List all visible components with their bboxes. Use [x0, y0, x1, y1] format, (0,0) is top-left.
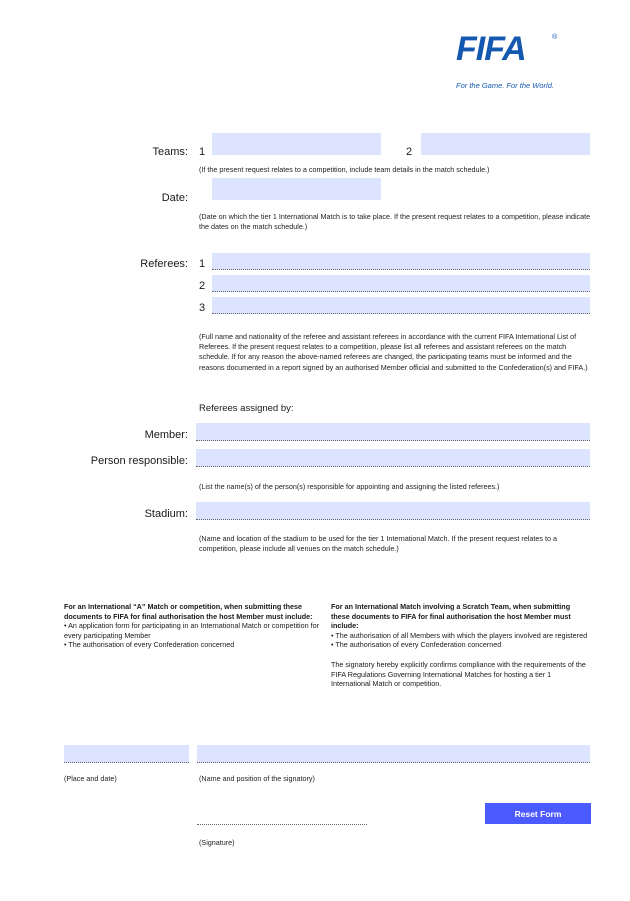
stadium-input[interactable] [196, 502, 590, 520]
place-date-label: (Place and date) [64, 774, 117, 783]
referees-note: (Full name and nationality of the referee and assistant referees in accordance with the current FIFA International List of Referees. If the present request relates to a competition, please list all referees and assistant referees on the match schedule. If for any reason the above-named referees are changed, the participating teams must be informed and the reasons documented in a report signed by an authorised Member official and submitted to the Confederation(s) and FIFA.) [199, 332, 588, 372]
logo-tagline: For the Game. For the World. [456, 81, 554, 90]
scratch-team-item: • The authorisation of all Members with which the players involved are registered [331, 630, 588, 640]
referee-2-number: 2 [199, 280, 206, 292]
scratch-team-item: • The authorisation of every Confederation concerned [331, 640, 502, 650]
date-label: Date: [161, 192, 188, 204]
referee-2-input[interactable] [212, 275, 590, 292]
team-2-number: 2 [406, 146, 413, 158]
referee-1-input[interactable] [212, 253, 590, 270]
referees-label: Referees: [140, 258, 188, 270]
scratch-team-heading: For an International Match involving a Scratch Team, when submitting these documents to FIFA for final authorisation the host Member must include: [331, 602, 571, 631]
international-a-item: • An application form for participating in an International Match or competition for every participating Member [64, 621, 320, 640]
referee-3-input[interactable] [212, 297, 590, 314]
assigned-heading: Referees assigned by: [199, 403, 294, 414]
date-input[interactable] [212, 178, 381, 200]
fifa-logo [456, 30, 566, 69]
signature-label: (Signature) [199, 838, 235, 847]
international-a-heading: For an International “A” Match or competition, when submitting these documents to FIFA for final authorisation the host Member must include: [64, 602, 313, 621]
person-responsible-input[interactable] [196, 449, 590, 467]
team-1-input[interactable] [212, 133, 381, 155]
logo-wordmark: FIFA [456, 30, 526, 68]
person-responsible-label: Person responsible: [90, 455, 188, 467]
reset-form-button[interactable]: Reset Form [485, 803, 591, 824]
teams-label: Teams: [152, 146, 188, 158]
member-input[interactable] [196, 423, 590, 441]
place-date-input[interactable] [64, 745, 189, 763]
registered-mark: ® [552, 34, 558, 41]
signature-line[interactable] [197, 823, 367, 825]
name-position-input[interactable] [197, 745, 590, 763]
international-a-requirements [64, 602, 319, 650]
date-note: (Date on which the tier 1 International Match is to take place. If the present request relates to a competition, please indicate the dates on the match schedule.) [199, 212, 591, 232]
name-position-label: (Name and position of the signatory) [199, 774, 315, 783]
member-label: Member: [144, 429, 188, 441]
team-1-number: 1 [199, 146, 206, 158]
compliance-confirmation: The signatory hereby explicitly confirms compliance with the requirements of the FIFA Regulations Governing International Matches for hosting a tier 1 International Match or competition. [331, 659, 586, 689]
team-2-input[interactable] [421, 133, 590, 155]
stadium-label: Stadium: [144, 508, 188, 520]
teams-note: (If the present request relates to a competition, include team details in the match schedule.) [199, 165, 490, 174]
assigned-note: (List the name(s) of the person(s) responsible for appointing and assigning the listed referees.) [199, 482, 500, 491]
referee-3-number: 3 [199, 302, 206, 314]
scratch-team-requirements [331, 602, 589, 689]
stadium-note: (Name and location of the stadium to be used for the tier 1 International Match. If the present request relates to a competition, please include all venues on the match schedule.) [199, 534, 557, 554]
referee-1-number: 1 [199, 258, 206, 270]
international-a-item: • The authorisation of every Confederation concerned [64, 640, 235, 650]
